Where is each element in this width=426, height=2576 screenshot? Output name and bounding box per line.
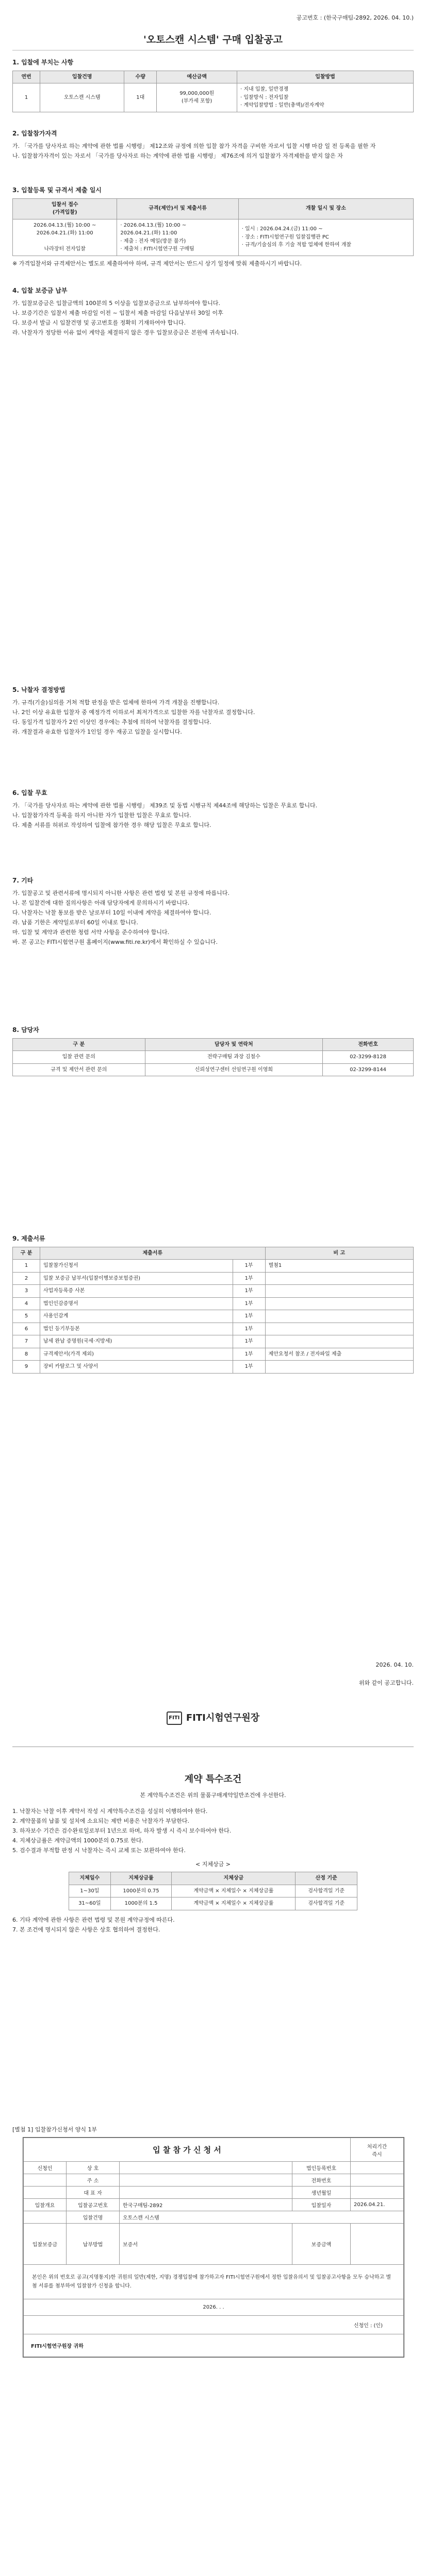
paragraph: 3. 하자보수 기간은 검수완료일로부터 1년으로 하며, 하자 발생 시 즉시 보수하여야 한다. (12, 1827, 232, 1835)
table-cell: 제안요청서 참조 / 전자파일 제출 (265, 1348, 413, 1361)
paragraph: 라. 낙찰자가 정당한 이유 없이 계약을 체결하지 않은 경우 입찰보증금은 본원에 귀속됩니다. (12, 329, 239, 336)
table-cell (24, 2187, 67, 2199)
form-signer: 신청인 : (인) (24, 2316, 404, 2334)
table-cell: 전략구매팀 과장 김철수 (145, 1051, 323, 1064)
table-cell: 02-3299-8144 (323, 1063, 414, 1076)
section-heading: 7. 기타 (12, 877, 34, 884)
table-cell: 사업자등록증 사본 (40, 1285, 233, 1298)
table-cell: 법인인감증명서 (40, 1297, 233, 1310)
table-cell: 5 (13, 1310, 40, 1323)
fiti-logo-icon: FITI (167, 1711, 182, 1725)
paragraph: 6. 기타 계약에 관한 사항은 관련 법령 및 본원 계약규정에 따른다. (12, 1916, 175, 1923)
table-cell: 보증서 (120, 2224, 292, 2265)
special-intro: 본 계약특수조건은 위의 물품구매계약일반조건에 우선한다. (140, 1791, 286, 1799)
paragraph: 마. 입찰 및 계약과 관련한 청렴 서약 사항을 준수하여야 합니다. (12, 928, 170, 936)
paragraph: 다. 제출 서류를 허위로 작성하여 입찰에 참가한 경우 해당 입찰은 무효로 합니다. (12, 821, 211, 828)
table-row (13, 219, 414, 256)
table-cell: 계약금액 × 지체일수 × 지체상금률 (172, 1885, 296, 1897)
table-cell: 상 호 (67, 2162, 120, 2174)
paragraph: 가. 입찰보증금은 입찰금액의 100분의 5 이상을 입찰보증금으로 납부하여야 합니다. (12, 299, 220, 307)
section-invalid-bids (12, 788, 414, 831)
paragraph: 바. 본 공고는 FITI시험연구원 홈페이지(www.fiti.re.kr)에서 확인하실 수 있습니다. (12, 938, 218, 945)
receipt-label: 처리기간 (367, 2144, 387, 2150)
table-cell: 입찰 관련 문의 (13, 1051, 145, 1064)
table-row (13, 1310, 414, 1323)
table-header: 규격(제안)서 및 제출서류 (117, 198, 238, 219)
form-declaration: 본인은 위의 번호로 공고(지명통지)한 귀원의 일반(제한, 지명) 경쟁입찰에 참가하고자 FITI시험연구원에서 정한 입찰유의서 및 입찰공고사항을 모두 승낙하고 별첨 서류를 첨부하여 입찰참가 신청을 합니다. (24, 2265, 404, 2299)
table-cell: 오토스캔 시스템 (40, 83, 124, 112)
table-cell (120, 2174, 292, 2187)
table-row (24, 2199, 404, 2211)
delay-penalty-table (69, 1872, 357, 1910)
table-cell: 별첨1 (265, 1260, 413, 1273)
table-cell: 6 (13, 1323, 40, 1335)
documents-table (12, 1247, 414, 1374)
paragraph: 1. 낙찰자는 낙찰 이후 계약서 작성 시 계약특수조건을 성실히 이행하여야 한다. (12, 1807, 208, 1815)
table-cell: 1부 (233, 1335, 265, 1348)
table-header: 입찰서 접수 (가격입찰) (13, 198, 117, 219)
paragraph: 다. 보증서 발급 시 입찰건명 및 공고번호를 정확히 기재하여야 합니다. (12, 319, 186, 326)
application-form (23, 2137, 404, 2358)
table-cell: 규격제안서(가격 제외) (40, 1348, 233, 1361)
table-row (13, 1297, 414, 1310)
table-cell: 1대 (124, 83, 157, 112)
table-header: 구 분 (13, 1247, 40, 1260)
table-cell: 2026.04.21. (351, 2199, 404, 2211)
table-cell (351, 2174, 404, 2187)
paragraph: 4. 지체상금률은 계약금액의 1000분의 0.75로 한다. (12, 1837, 143, 1844)
table-cell (351, 2187, 404, 2199)
table-header: 전화번호 (323, 1038, 414, 1051)
table-header: 개찰 일시 및 장소 (238, 198, 413, 219)
section-heading: 6. 입찰 무효 (12, 789, 47, 796)
table-cell: 9 (13, 1361, 40, 1374)
table-row (13, 1051, 414, 1064)
section-heading: 4. 입찰 보증금 납부 (12, 287, 68, 294)
table-cell: 계약금액 × 지체일수 × 지체상금률 (172, 1897, 296, 1910)
paragraph: 나. 입찰참가자격이 있는 자로서 「국가를 당사자로 하는 계약에 관한 법률 시행령」 제76조에 의거 입찰참가 자격제한을 받지 않은 자 (12, 152, 343, 159)
table-cell (24, 2174, 67, 2187)
table-cell: 규격 및 제안서 관련 문의 (13, 1063, 145, 1076)
section-bid-items (12, 58, 414, 112)
table-cell: 1 (13, 1260, 40, 1273)
section-award-method (12, 685, 414, 737)
table-cell: 8 (13, 1348, 40, 1361)
paragraph: 가. 「국가를 당사자로 하는 계약에 관한 법률 시행령」 제39조 및 동법 시행규칙 제44조에 해당하는 입찰은 무효로 합니다. (12, 802, 318, 809)
table-cell: 사용인감계 (40, 1310, 233, 1323)
paragraph: 다. 동일가격 입찰자가 2인 이상인 경우에는 추첨에 의하여 낙찰자를 결정합니다. (12, 718, 211, 725)
table-cell: 신청인 (24, 2162, 67, 2174)
table-cell: 법인등록번호 (292, 2162, 351, 2174)
table-cell: 1부 (233, 1272, 265, 1285)
table-cell: 4 (13, 1297, 40, 1310)
section-schedule (12, 185, 414, 269)
table-row (24, 2162, 404, 2174)
table-cell: 1부 (233, 1323, 265, 1335)
form-table (23, 2138, 404, 2357)
section-heading: 2. 입찰참가자격 (12, 130, 57, 137)
table-header: 수량 (124, 71, 157, 83)
table-row (24, 2211, 404, 2224)
table-cell: 1 (13, 83, 40, 112)
table-cell: 31~60일 (69, 1897, 111, 1910)
table-cell: 입찰건명 (67, 2211, 120, 2224)
page-title: '오토스캔 시스템' 구매 입찰공고 (143, 34, 283, 45)
receipt-value: 즉시 (372, 2151, 382, 2158)
table-row (24, 2224, 404, 2265)
table-header: 지체상금 (172, 1872, 296, 1885)
table-cell (265, 1335, 413, 1348)
note: ※ 가격입찰서와 규격제안서는 별도로 제출하여야 하며, 규격 제안서는 반드시 상기 일정에 맞춰 제출하시기 바랍니다. (12, 260, 302, 267)
section-documents (12, 1234, 414, 1374)
table-cell: 1부 (233, 1285, 265, 1298)
table-cell (265, 1310, 413, 1323)
table-cell (24, 2211, 67, 2224)
table-cell: 입찰공고번호 (67, 2199, 120, 2211)
table-header: 제출서류 (40, 1247, 266, 1260)
table-row (69, 1897, 357, 1910)
table-cell (120, 2187, 292, 2199)
paragraph: 가. 입찰공고 및 관련서류에 명시되지 아니한 사항은 관련 법령 및 본원 규정에 따릅니다. (12, 889, 230, 896)
paragraph: 나. 본 입찰건에 대한 질의사항은 아래 담당자에게 문의하시기 바랍니다. (12, 899, 190, 906)
table-cell (265, 1323, 413, 1335)
paragraph: 가. 「국가를 당사자로 하는 계약에 관한 법률 시행령」 제12조와 규정에 의한 입찰 참가 자격을 구비한 자로서 입찰 시행 마감 일 전 등록을 필한 자 (12, 142, 376, 149)
table-caption: < 지체상금 > (195, 1861, 231, 1868)
contacts-table (12, 1038, 414, 1077)
paragraph: 7. 본 조건에 명시되지 않은 사항은 상호 협의하여 결정한다. (12, 1926, 160, 1933)
table-row (13, 1348, 414, 1361)
table-cell: 보증금액 (292, 2224, 351, 2265)
section-special-conditions (12, 1772, 414, 1935)
table-cell: 장비 카탈로그 및 사양서 (40, 1361, 233, 1374)
table-cell (265, 1297, 413, 1310)
table-cell (120, 2162, 292, 2174)
table-cell: 검사합격일 기준 (296, 1897, 357, 1910)
paragraph: 라. 개찰결과 유효한 입찰자가 1인일 경우 재공고 입찰을 실시합니다. (12, 728, 182, 735)
table-cell: 2 (13, 1272, 40, 1285)
table-cell: 검사합격일 기준 (296, 1885, 357, 1897)
table-row (13, 1323, 414, 1335)
table-header: 연번 (13, 71, 40, 83)
table-row (13, 1063, 414, 1076)
table-cell: 납부방법 (67, 2224, 120, 2265)
section-deposit (12, 286, 414, 338)
closing-statement: 위와 같이 공고합니다. (358, 1680, 414, 1686)
paragraph: 나. 보증기간은 입찰서 제출 마감일 이전 ~ 입찰서 제출 마감일 다음날부터 30일 이후 (12, 309, 223, 316)
table-row (13, 1335, 414, 1348)
table-cell: 입찰개요 (24, 2199, 67, 2211)
table-cell (265, 1285, 413, 1298)
organization-signature (0, 1710, 426, 1725)
table-header: 지체상금률 (110, 1872, 172, 1885)
table-cell: 법인 등기부등본 (40, 1323, 233, 1335)
table-cell: 3 (13, 1285, 40, 1298)
paragraph: 2. 계약물품의 납품 및 설치에 소요되는 제반 비용은 낙찰자가 부담한다. (12, 1817, 189, 1824)
table-cell: 02-3299-8128 (323, 1051, 414, 1064)
table-cell: 오토스캔 시스템 (120, 2211, 404, 2224)
table-cell: 1부 (233, 1297, 265, 1310)
table-cell: 2026.04.13.(월) 10:00 ~ 2026.04.21.(화) 11:00 나라장터 전자입찰 (13, 219, 117, 256)
section-heading: 8. 담당자 (12, 1026, 39, 1033)
bid-items-table (12, 71, 414, 112)
table-header: 담당자 및 연락처 (145, 1038, 323, 1051)
table-cell: 신뢰성연구센터 선임연구원 이영희 (145, 1063, 323, 1076)
table-cell: 99,000,000원 (부가세 포함) (157, 83, 237, 112)
table-cell: 생년월일 (292, 2187, 351, 2199)
notice-date: 2026. 04. 10. (375, 1662, 414, 1668)
form-date: 2026. . . (24, 2299, 404, 2316)
form-recipient: FITI시험연구원장 귀하 (24, 2334, 404, 2357)
table-header: 지체일수 (69, 1872, 111, 1885)
table-cell: 1부 (233, 1348, 265, 1361)
table-row (24, 2174, 404, 2187)
table-cell: 입찰참가신청서 (40, 1260, 233, 1273)
paragraph: 나. 입찰참가자격 등록을 하지 아니한 자가 입찰한 입찰은 무효로 합니다. (12, 811, 191, 819)
table-cell: 입찰보증금 (24, 2224, 67, 2265)
table-cell: 1~30일 (69, 1885, 111, 1897)
table-cell (351, 2162, 404, 2174)
table-cell: 1부 (233, 1260, 265, 1273)
section-eligibility (12, 129, 414, 161)
table-header: 입찰방법 (237, 71, 414, 83)
table-row (69, 1885, 357, 1897)
section-heading: 1. 입찰에 부치는 사항 (12, 59, 74, 66)
paragraph: 다. 낙찰자는 낙찰 통보를 받은 날로부터 10일 이내에 계약을 체결하여야 합니다. (12, 909, 211, 916)
table-cell: 입찰 보증금 납부서(입찰이행보증보험증권) (40, 1272, 233, 1285)
section-contacts (12, 1025, 414, 1076)
organization-name: FITI시험연구원장 (186, 1713, 260, 1723)
paragraph: 5. 검수결과 부적합 판정 시 낙찰자는 즉시 교체 또는 보완하여야 한다. (12, 1847, 186, 1854)
section-heading: 3. 입찰등록 및 규격서 제출 일시 (12, 187, 102, 194)
section-etc (12, 876, 414, 947)
table-row (13, 1260, 414, 1273)
schedule-table (12, 198, 414, 256)
paragraph: 가. 규격(기술)심의를 거쳐 적합 판정을 받은 업체에 한하여 가격 개찰을 진행합니다. (12, 699, 220, 706)
attachment-label: [별첨 1] 입찰참가신청서 양식 1부 (12, 2126, 97, 2133)
table-header: 예산금액 (157, 71, 237, 83)
table-cell: · 일시 : 2026.04.24.(금) 11:00 ~ · 장소 : FITI시험연구원 입찰집행관 PC · 규격/기술심의 후 기술 적합 업체에 한하여 개찰 (238, 219, 413, 256)
table-cell: 주 소 (67, 2174, 120, 2187)
table-cell (351, 2224, 404, 2265)
table-row (13, 1272, 414, 1285)
table-row (13, 83, 414, 112)
table-cell: 1부 (233, 1310, 265, 1323)
form-title: 입 찰 참 가 신 청 서 (24, 2138, 351, 2162)
table-row (13, 1285, 414, 1298)
notice-number: 공고번호 : (한국구매팀-2892, 2026. 04. 10.) (296, 14, 414, 21)
table-cell: 입찰일자 (292, 2199, 351, 2211)
table-cell: 7 (13, 1335, 40, 1348)
table-cell: 1000분의 0.75 (110, 1885, 172, 1897)
table-header: 입찰건명 (40, 71, 124, 83)
table-cell: 1부 (233, 1361, 265, 1374)
table-cell: 한국구매팀-2892 (120, 2199, 292, 2211)
table-cell: · 지내 입찰, 일반경쟁 · 입찰방식 : 전자입찰 · 계약입찰방법 : 일반(총액)/전자계약 (237, 83, 414, 112)
table-cell (265, 1361, 413, 1374)
table-cell: 1000분의 1.5 (110, 1897, 172, 1910)
section-heading: 9. 제출서류 (12, 1235, 45, 1242)
table-cell: 납세 완납 증명원(국세·지방세) (40, 1335, 233, 1348)
table-row (13, 1361, 414, 1374)
section-heading: 5. 낙찰자 결정방법 (12, 686, 65, 693)
table-row (24, 2187, 404, 2199)
table-header: 산정 기준 (296, 1872, 357, 1885)
table-cell: 대 표 자 (67, 2187, 120, 2199)
table-cell: · 2026.04.13.(월) 10:00 ~ 2026.04.21.(화) 11:00 · 제출 : 전자 메일(방문 불가) · 제출처 : FITI시험연구원 구매팀 (117, 219, 238, 256)
table-header: 구 분 (13, 1038, 145, 1051)
table-cell (265, 1272, 413, 1285)
table-cell: 전화번호 (292, 2174, 351, 2187)
table-header: 비 고 (265, 1247, 413, 1260)
special-title: 계약 특수조건 (184, 1774, 242, 1785)
paragraph: 라. 납품 기한은 계약일로부터 60일 이내로 합니다. (12, 919, 138, 926)
paragraph: 나. 2인 이상 유효한 입찰자 중 예정가격 이하로서 최저가격으로 입찰한 자를 낙찰자로 결정합니다. (12, 708, 255, 716)
